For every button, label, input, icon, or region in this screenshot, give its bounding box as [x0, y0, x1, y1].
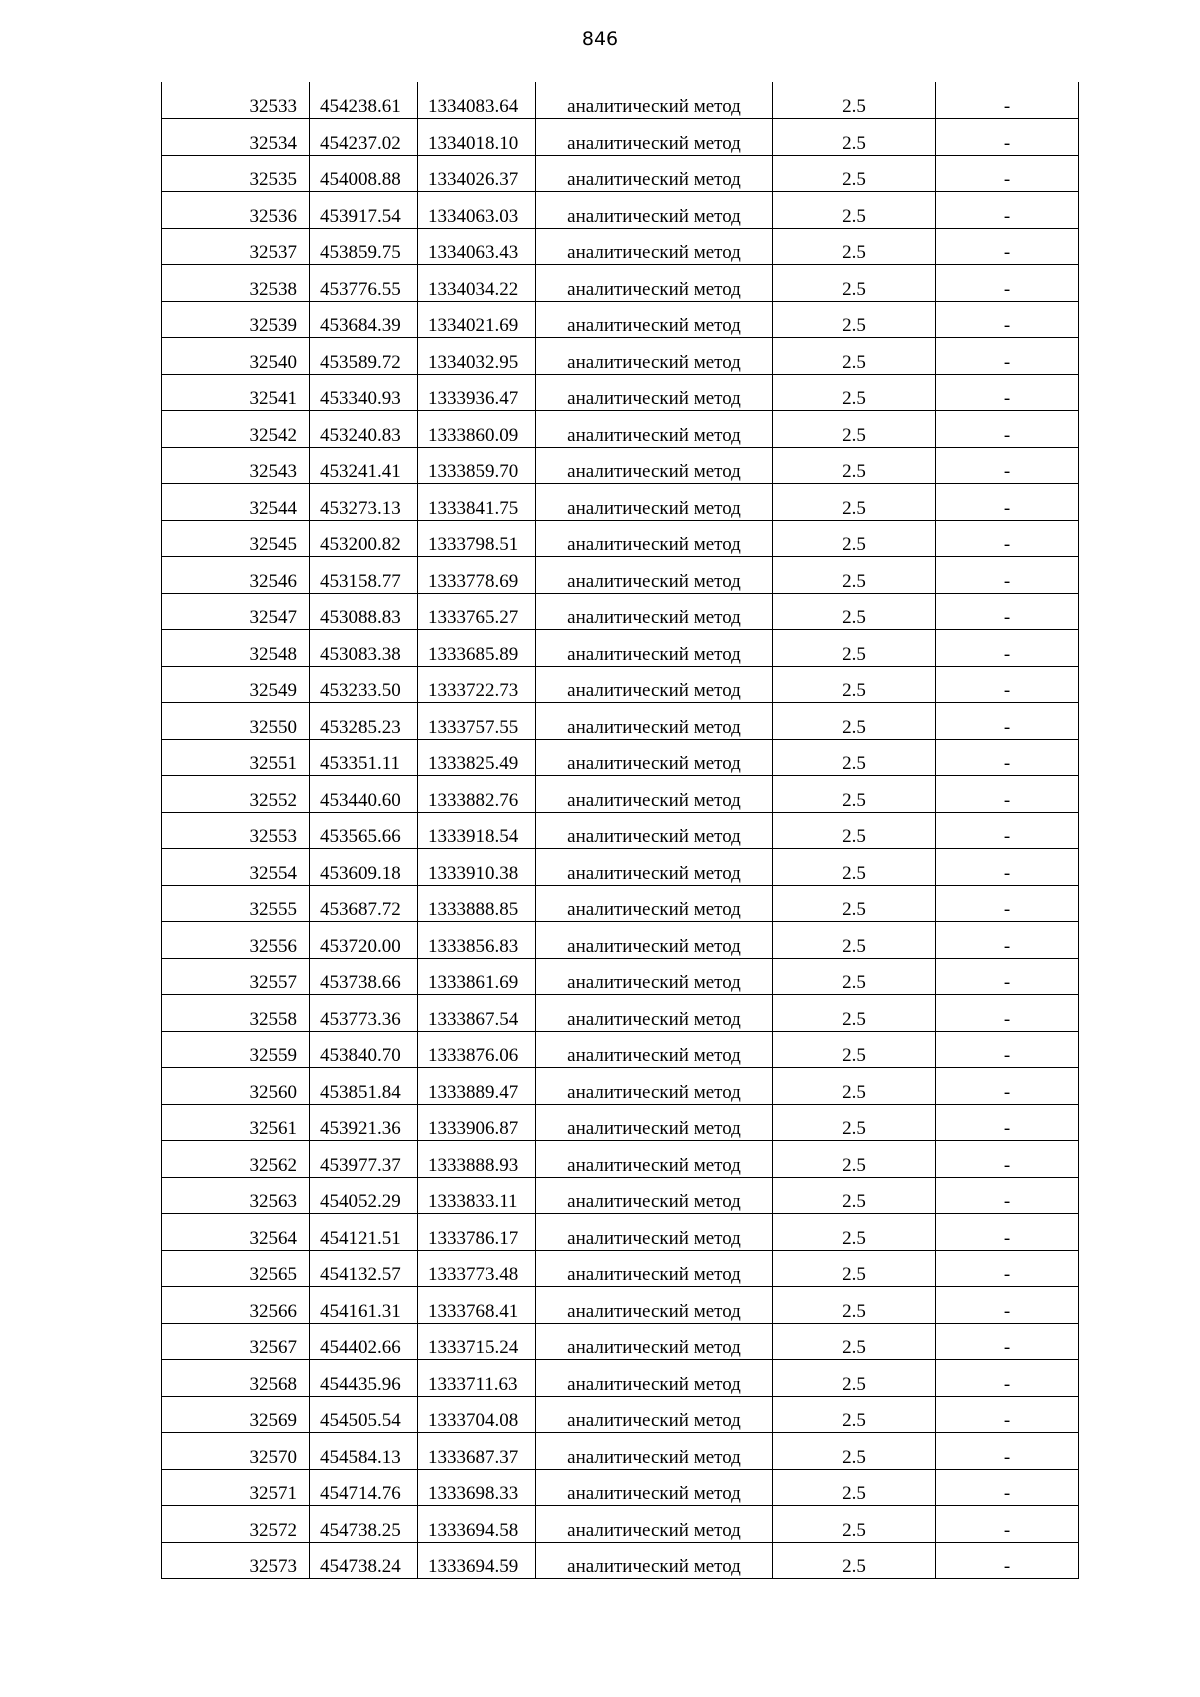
y-coordinate-cell: 1333867.54: [418, 995, 536, 1032]
x-coordinate-cell: 453738.66: [310, 958, 418, 995]
precision-cell: 2.5: [773, 228, 936, 265]
x-coordinate-cell: 454121.51: [310, 1214, 418, 1251]
point-number-cell: 32561: [162, 1104, 310, 1141]
x-coordinate-cell: 454505.54: [310, 1396, 418, 1433]
point-number-cell: 32559: [162, 1031, 310, 1068]
y-coordinate-cell: 1333704.08: [418, 1396, 536, 1433]
precision-cell: 2.5: [773, 1469, 936, 1506]
method-cell: аналитический метод: [536, 1469, 773, 1506]
method-cell: аналитический метод: [536, 995, 773, 1032]
point-number-cell: 32572: [162, 1506, 310, 1543]
precision-cell: 2.5: [773, 1068, 936, 1105]
table-row: [162, 484, 1079, 521]
point-number-cell: 32544: [162, 484, 310, 521]
coordinates-table-body: [162, 82, 1079, 1579]
x-coordinate-cell: 453158.77: [310, 557, 418, 594]
precision-cell: 2.5: [773, 995, 936, 1032]
x-coordinate-cell: 454714.76: [310, 1469, 418, 1506]
description-cell: -: [936, 703, 1079, 740]
y-coordinate-cell: 1333687.37: [418, 1433, 536, 1470]
point-number-cell: 32564: [162, 1214, 310, 1251]
method-cell: аналитический метод: [536, 1177, 773, 1214]
method-cell: аналитический метод: [536, 1250, 773, 1287]
table-row: [162, 374, 1079, 411]
x-coordinate-cell: 453200.82: [310, 520, 418, 557]
point-number-cell: 32555: [162, 885, 310, 922]
y-coordinate-cell: 1333773.48: [418, 1250, 536, 1287]
precision-cell: 2.5: [773, 666, 936, 703]
description-cell: -: [936, 265, 1079, 302]
y-coordinate-cell: 1333778.69: [418, 557, 536, 594]
table-row: [162, 1287, 1079, 1324]
method-cell: аналитический метод: [536, 411, 773, 448]
x-coordinate-cell: 454584.13: [310, 1433, 418, 1470]
table-row: [162, 82, 1079, 119]
table-row: [162, 228, 1079, 265]
table-row: [162, 885, 1079, 922]
point-number-cell: 32539: [162, 301, 310, 338]
description-cell: -: [936, 1506, 1079, 1543]
description-cell: -: [936, 374, 1079, 411]
x-coordinate-cell: 454052.29: [310, 1177, 418, 1214]
method-cell: аналитический метод: [536, 1506, 773, 1543]
point-number-cell: 32548: [162, 630, 310, 667]
precision-cell: 2.5: [773, 812, 936, 849]
y-coordinate-cell: 1333888.93: [418, 1141, 536, 1178]
table-row: [162, 995, 1079, 1032]
point-number-cell: 32573: [162, 1542, 310, 1579]
precision-cell: 2.5: [773, 1360, 936, 1397]
point-number-cell: 32542: [162, 411, 310, 448]
y-coordinate-cell: 1333685.89: [418, 630, 536, 667]
point-number-cell: 32571: [162, 1469, 310, 1506]
table-row: [162, 192, 1079, 229]
description-cell: -: [936, 1141, 1079, 1178]
description-cell: -: [936, 1433, 1079, 1470]
x-coordinate-cell: 453684.39: [310, 301, 418, 338]
point-number-cell: 32538: [162, 265, 310, 302]
table-row: [162, 1542, 1079, 1579]
x-coordinate-cell: 453589.72: [310, 338, 418, 375]
method-cell: аналитический метод: [536, 776, 773, 813]
table-row: [162, 666, 1079, 703]
x-coordinate-cell: 453340.93: [310, 374, 418, 411]
description-cell: -: [936, 1469, 1079, 1506]
y-coordinate-cell: 1333882.76: [418, 776, 536, 813]
y-coordinate-cell: 1333786.17: [418, 1214, 536, 1251]
x-coordinate-cell: 453088.83: [310, 593, 418, 630]
x-coordinate-cell: 453840.70: [310, 1031, 418, 1068]
x-coordinate-cell: 453977.37: [310, 1141, 418, 1178]
description-cell: -: [936, 557, 1079, 594]
x-coordinate-cell: 453776.55: [310, 265, 418, 302]
description-cell: -: [936, 958, 1079, 995]
precision-cell: 2.5: [773, 885, 936, 922]
precision-cell: 2.5: [773, 1104, 936, 1141]
description-cell: -: [936, 1031, 1079, 1068]
description-cell: -: [936, 1396, 1079, 1433]
method-cell: аналитический метод: [536, 1214, 773, 1251]
precision-cell: 2.5: [773, 155, 936, 192]
table-row: [162, 1250, 1079, 1287]
coordinates-table: [161, 82, 1079, 1579]
precision-cell: 2.5: [773, 374, 936, 411]
x-coordinate-cell: 453917.54: [310, 192, 418, 229]
precision-cell: 2.5: [773, 776, 936, 813]
x-coordinate-cell: 453773.36: [310, 995, 418, 1032]
x-coordinate-cell: 453241.41: [310, 447, 418, 484]
point-number-cell: 32550: [162, 703, 310, 740]
precision-cell: 2.5: [773, 265, 936, 302]
y-coordinate-cell: 1333715.24: [418, 1323, 536, 1360]
description-cell: -: [936, 995, 1079, 1032]
description-cell: -: [936, 411, 1079, 448]
method-cell: аналитический метод: [536, 557, 773, 594]
precision-cell: 2.5: [773, 82, 936, 119]
method-cell: аналитический метод: [536, 958, 773, 995]
precision-cell: 2.5: [773, 557, 936, 594]
method-cell: аналитический метод: [536, 338, 773, 375]
precision-cell: 2.5: [773, 192, 936, 229]
precision-cell: 2.5: [773, 338, 936, 375]
table-row: [162, 776, 1079, 813]
description-cell: -: [936, 1177, 1079, 1214]
description-cell: -: [936, 1214, 1079, 1251]
description-cell: -: [936, 1104, 1079, 1141]
x-coordinate-cell: 453859.75: [310, 228, 418, 265]
precision-cell: 2.5: [773, 1177, 936, 1214]
table-row: [162, 1433, 1079, 1470]
table-row: [162, 155, 1079, 192]
table-row: [162, 411, 1079, 448]
description-cell: -: [936, 1542, 1079, 1579]
method-cell: аналитический метод: [536, 1068, 773, 1105]
table-row: [162, 265, 1079, 302]
method-cell: аналитический метод: [536, 155, 773, 192]
x-coordinate-cell: 454161.31: [310, 1287, 418, 1324]
precision-cell: 2.5: [773, 1323, 936, 1360]
description-cell: -: [936, 1287, 1079, 1324]
description-cell: -: [936, 776, 1079, 813]
precision-cell: 2.5: [773, 1214, 936, 1251]
point-number-cell: 32563: [162, 1177, 310, 1214]
precision-cell: 2.5: [773, 484, 936, 521]
y-coordinate-cell: 1333910.38: [418, 849, 536, 886]
x-coordinate-cell: 453565.66: [310, 812, 418, 849]
y-coordinate-cell: 1334021.69: [418, 301, 536, 338]
table-row: [162, 301, 1079, 338]
point-number-cell: 32568: [162, 1360, 310, 1397]
x-coordinate-cell: 454402.66: [310, 1323, 418, 1360]
method-cell: аналитический метод: [536, 1542, 773, 1579]
table-row: [162, 1214, 1079, 1251]
method-cell: аналитический метод: [536, 1433, 773, 1470]
y-coordinate-cell: 1334083.64: [418, 82, 536, 119]
precision-cell: 2.5: [773, 1433, 936, 1470]
point-number-cell: 32551: [162, 739, 310, 776]
point-number-cell: 32534: [162, 119, 310, 156]
method-cell: аналитический метод: [536, 1396, 773, 1433]
table-row: [162, 119, 1079, 156]
point-number-cell: 32566: [162, 1287, 310, 1324]
y-coordinate-cell: 1333936.47: [418, 374, 536, 411]
method-cell: аналитический метод: [536, 1141, 773, 1178]
y-coordinate-cell: 1333825.49: [418, 739, 536, 776]
table-row: [162, 630, 1079, 667]
table-row: [162, 557, 1079, 594]
table-row: [162, 1469, 1079, 1506]
method-cell: аналитический метод: [536, 1104, 773, 1141]
description-cell: -: [936, 849, 1079, 886]
x-coordinate-cell: 453720.00: [310, 922, 418, 959]
point-number-cell: 32540: [162, 338, 310, 375]
table-row: [162, 1141, 1079, 1178]
y-coordinate-cell: 1333876.06: [418, 1031, 536, 1068]
method-cell: аналитический метод: [536, 1031, 773, 1068]
x-coordinate-cell: 453240.83: [310, 411, 418, 448]
table-row: [162, 520, 1079, 557]
description-cell: -: [936, 1323, 1079, 1360]
x-coordinate-cell: 454132.57: [310, 1250, 418, 1287]
precision-cell: 2.5: [773, 849, 936, 886]
description-cell: -: [936, 666, 1079, 703]
description-cell: -: [936, 739, 1079, 776]
y-coordinate-cell: 1333694.58: [418, 1506, 536, 1543]
description-cell: -: [936, 630, 1079, 667]
x-coordinate-cell: 453609.18: [310, 849, 418, 886]
table-row: [162, 1506, 1079, 1543]
description-cell: -: [936, 1360, 1079, 1397]
precision-cell: 2.5: [773, 630, 936, 667]
x-coordinate-cell: 454008.88: [310, 155, 418, 192]
y-coordinate-cell: 1333757.55: [418, 703, 536, 740]
precision-cell: 2.5: [773, 1141, 936, 1178]
y-coordinate-cell: 1333765.27: [418, 593, 536, 630]
point-number-cell: 32537: [162, 228, 310, 265]
point-number-cell: 32547: [162, 593, 310, 630]
table-row: [162, 958, 1079, 995]
y-coordinate-cell: 1334063.43: [418, 228, 536, 265]
point-number-cell: 32560: [162, 1068, 310, 1105]
method-cell: аналитический метод: [536, 228, 773, 265]
point-number-cell: 32549: [162, 666, 310, 703]
y-coordinate-cell: 1333889.47: [418, 1068, 536, 1105]
method-cell: аналитический метод: [536, 520, 773, 557]
point-number-cell: 32553: [162, 812, 310, 849]
table-row: [162, 703, 1079, 740]
point-number-cell: 32556: [162, 922, 310, 959]
point-number-cell: 32565: [162, 1250, 310, 1287]
table-row: [162, 922, 1079, 959]
method-cell: аналитический метод: [536, 447, 773, 484]
point-number-cell: 32546: [162, 557, 310, 594]
description-cell: -: [936, 1068, 1079, 1105]
method-cell: аналитический метод: [536, 885, 773, 922]
description-cell: -: [936, 484, 1079, 521]
method-cell: аналитический метод: [536, 1360, 773, 1397]
x-coordinate-cell: 453083.38: [310, 630, 418, 667]
x-coordinate-cell: 453285.23: [310, 703, 418, 740]
method-cell: аналитический метод: [536, 265, 773, 302]
method-cell: аналитический метод: [536, 301, 773, 338]
point-number-cell: 32536: [162, 192, 310, 229]
precision-cell: 2.5: [773, 1396, 936, 1433]
precision-cell: 2.5: [773, 119, 936, 156]
precision-cell: 2.5: [773, 1542, 936, 1579]
table-row: [162, 1031, 1079, 1068]
method-cell: аналитический метод: [536, 82, 773, 119]
precision-cell: 2.5: [773, 1031, 936, 1068]
table-row: [162, 739, 1079, 776]
description-cell: -: [936, 228, 1079, 265]
point-number-cell: 32533: [162, 82, 310, 119]
y-coordinate-cell: 1334032.95: [418, 338, 536, 375]
point-number-cell: 32569: [162, 1396, 310, 1433]
y-coordinate-cell: 1333833.11: [418, 1177, 536, 1214]
precision-cell: 2.5: [773, 520, 936, 557]
table-row: [162, 1323, 1079, 1360]
point-number-cell: 32543: [162, 447, 310, 484]
y-coordinate-cell: 1333768.41: [418, 1287, 536, 1324]
page-number: 846: [581, 28, 619, 50]
description-cell: -: [936, 922, 1079, 959]
x-coordinate-cell: 454738.25: [310, 1506, 418, 1543]
y-coordinate-cell: 1333711.63: [418, 1360, 536, 1397]
description-cell: -: [936, 812, 1079, 849]
method-cell: аналитический метод: [536, 119, 773, 156]
y-coordinate-cell: 1334026.37: [418, 155, 536, 192]
point-number-cell: 32541: [162, 374, 310, 411]
x-coordinate-cell: 453921.36: [310, 1104, 418, 1141]
description-cell: -: [936, 338, 1079, 375]
precision-cell: 2.5: [773, 922, 936, 959]
table-row: [162, 1360, 1079, 1397]
x-coordinate-cell: 454238.61: [310, 82, 418, 119]
y-coordinate-cell: 1333860.09: [418, 411, 536, 448]
y-coordinate-cell: 1333906.87: [418, 1104, 536, 1141]
precision-cell: 2.5: [773, 739, 936, 776]
method-cell: аналитический метод: [536, 1323, 773, 1360]
x-coordinate-cell: 454738.24: [310, 1542, 418, 1579]
y-coordinate-cell: 1333861.69: [418, 958, 536, 995]
x-coordinate-cell: 453687.72: [310, 885, 418, 922]
y-coordinate-cell: 1333856.83: [418, 922, 536, 959]
method-cell: аналитический метод: [536, 666, 773, 703]
precision-cell: 2.5: [773, 958, 936, 995]
table-row: [162, 1104, 1079, 1141]
point-number-cell: 32552: [162, 776, 310, 813]
method-cell: аналитический метод: [536, 593, 773, 630]
point-number-cell: 32557: [162, 958, 310, 995]
precision-cell: 2.5: [773, 1287, 936, 1324]
y-coordinate-cell: 1333859.70: [418, 447, 536, 484]
description-cell: -: [936, 593, 1079, 630]
method-cell: аналитический метод: [536, 192, 773, 229]
table-row: [162, 593, 1079, 630]
table-row: [162, 1068, 1079, 1105]
y-coordinate-cell: 1333888.85: [418, 885, 536, 922]
table-row: [162, 338, 1079, 375]
y-coordinate-cell: 1333918.54: [418, 812, 536, 849]
x-coordinate-cell: 453273.13: [310, 484, 418, 521]
y-coordinate-cell: 1334063.03: [418, 192, 536, 229]
precision-cell: 2.5: [773, 447, 936, 484]
table-row: [162, 447, 1079, 484]
point-number-cell: 32562: [162, 1141, 310, 1178]
precision-cell: 2.5: [773, 301, 936, 338]
precision-cell: 2.5: [773, 1250, 936, 1287]
method-cell: аналитический метод: [536, 1287, 773, 1324]
table-row: [162, 1177, 1079, 1214]
y-coordinate-cell: 1334018.10: [418, 119, 536, 156]
y-coordinate-cell: 1333694.59: [418, 1542, 536, 1579]
precision-cell: 2.5: [773, 703, 936, 740]
method-cell: аналитический метод: [536, 484, 773, 521]
description-cell: -: [936, 192, 1079, 229]
x-coordinate-cell: 453351.11: [310, 739, 418, 776]
y-coordinate-cell: 1333841.75: [418, 484, 536, 521]
description-cell: -: [936, 301, 1079, 338]
point-number-cell: 32535: [162, 155, 310, 192]
description-cell: -: [936, 885, 1079, 922]
method-cell: аналитический метод: [536, 812, 773, 849]
x-coordinate-cell: 454237.02: [310, 119, 418, 156]
table-row: [162, 1396, 1079, 1433]
y-coordinate-cell: 1333798.51: [418, 520, 536, 557]
point-number-cell: 32558: [162, 995, 310, 1032]
description-cell: -: [936, 119, 1079, 156]
y-coordinate-cell: 1334034.22: [418, 265, 536, 302]
point-number-cell: 32554: [162, 849, 310, 886]
method-cell: аналитический метод: [536, 374, 773, 411]
precision-cell: 2.5: [773, 1506, 936, 1543]
x-coordinate-cell: 454435.96: [310, 1360, 418, 1397]
y-coordinate-cell: 1333698.33: [418, 1469, 536, 1506]
table-row: [162, 849, 1079, 886]
description-cell: -: [936, 82, 1079, 119]
method-cell: аналитический метод: [536, 739, 773, 776]
method-cell: аналитический метод: [536, 703, 773, 740]
x-coordinate-cell: 453440.60: [310, 776, 418, 813]
method-cell: аналитический метод: [536, 849, 773, 886]
x-coordinate-cell: 453233.50: [310, 666, 418, 703]
point-number-cell: 32567: [162, 1323, 310, 1360]
description-cell: -: [936, 1250, 1079, 1287]
method-cell: аналитический метод: [536, 922, 773, 959]
point-number-cell: 32570: [162, 1433, 310, 1470]
description-cell: -: [936, 447, 1079, 484]
y-coordinate-cell: 1333722.73: [418, 666, 536, 703]
x-coordinate-cell: 453851.84: [310, 1068, 418, 1105]
point-number-cell: 32545: [162, 520, 310, 557]
precision-cell: 2.5: [773, 411, 936, 448]
table-row: [162, 812, 1079, 849]
description-cell: -: [936, 155, 1079, 192]
description-cell: -: [936, 520, 1079, 557]
method-cell: аналитический метод: [536, 630, 773, 667]
precision-cell: 2.5: [773, 593, 936, 630]
